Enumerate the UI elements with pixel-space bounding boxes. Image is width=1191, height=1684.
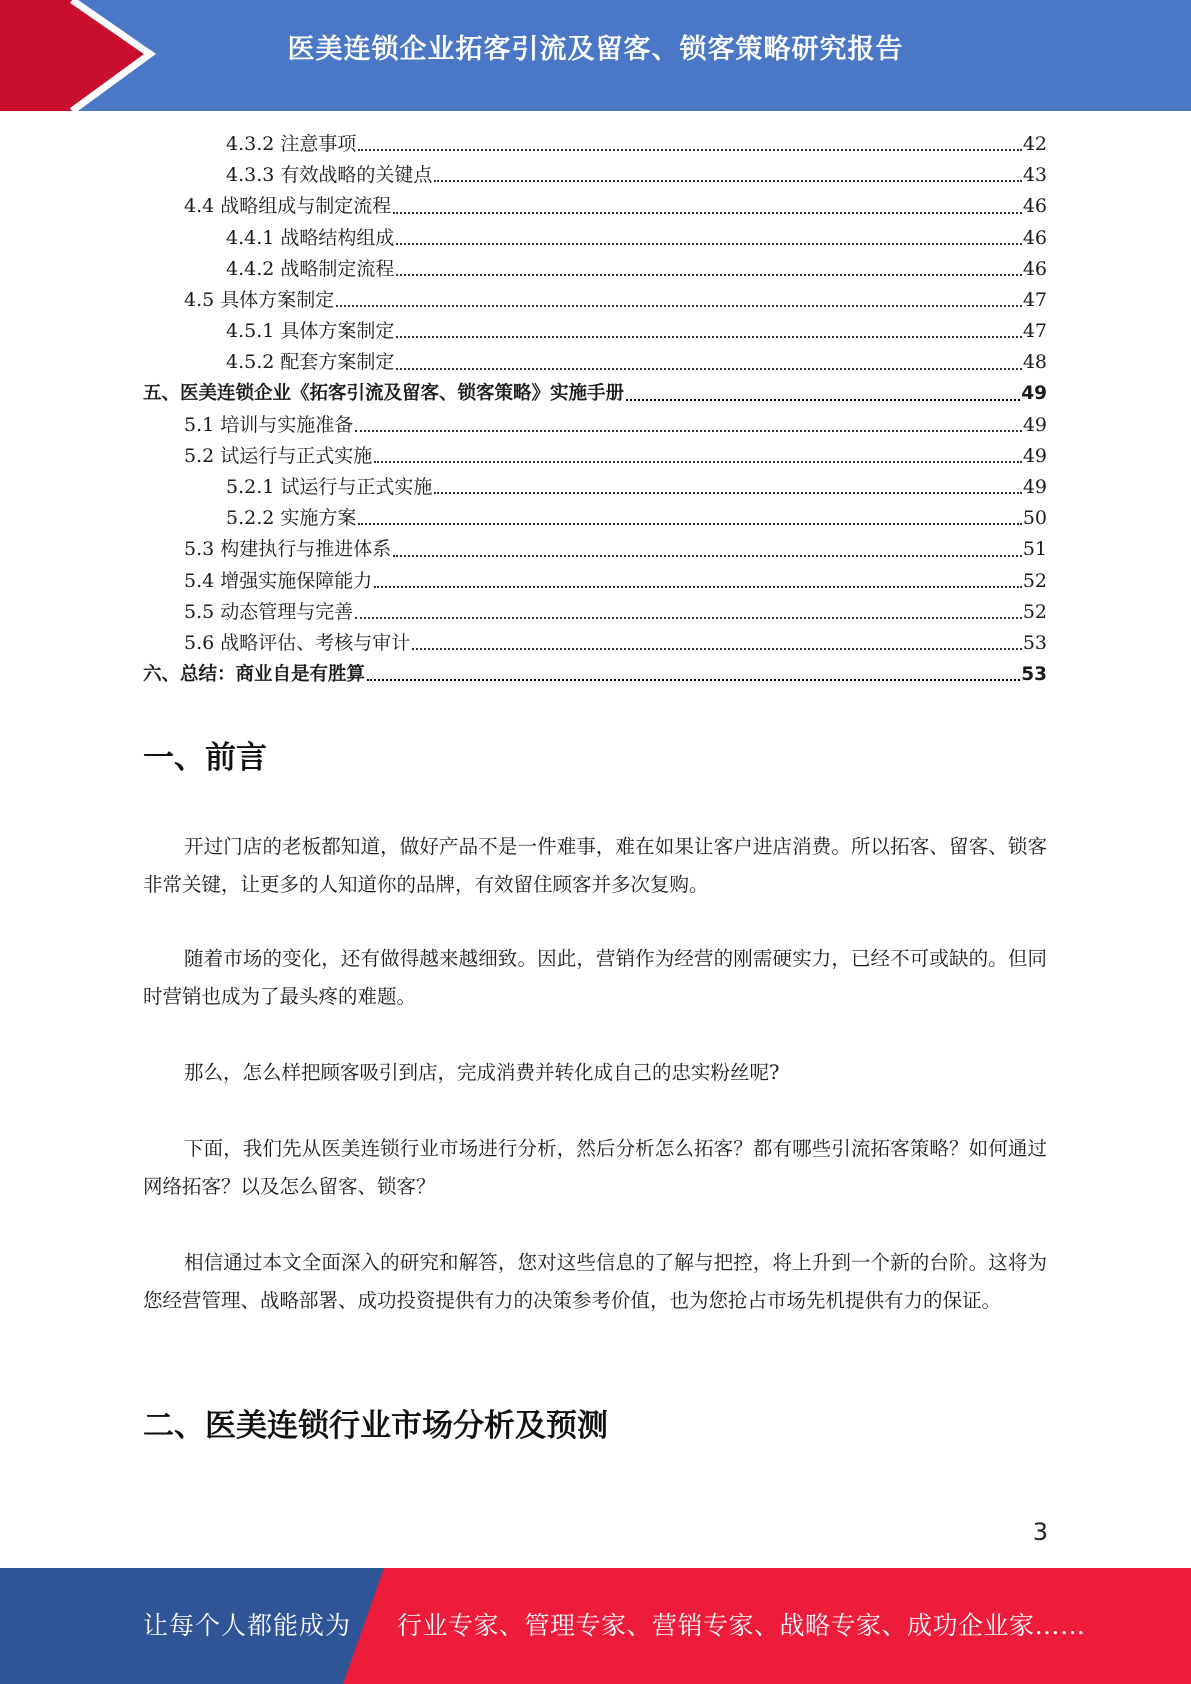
toc-entry-title: 4.3.2 注意事项	[226, 132, 357, 155]
toc-entry[interactable]	[143, 441, 1047, 472]
toc-dot-leader	[374, 586, 1022, 588]
toc-entry-page: 47	[1022, 320, 1047, 343]
toc-entry-title: 4.4 战略组成与制定流程	[184, 195, 392, 218]
toc-entry[interactable]	[143, 659, 1047, 690]
toc-entry-page: 49	[1021, 383, 1047, 405]
section-heading-preface: 一、前言	[143, 740, 267, 776]
toc-dot-leader	[358, 523, 1021, 525]
page-number: 3	[1032, 1518, 1048, 1546]
toc-entry[interactable]	[143, 597, 1047, 628]
toc-entry-title: 5.5 动态管理与完善	[184, 600, 354, 623]
toc-entry-title: 六、总结：商业自是有胜算	[143, 664, 366, 686]
table-of-contents	[143, 129, 1047, 690]
toc-entry-title: 4.5 具体方案制定	[184, 288, 335, 311]
header-arrow-decoration	[0, 0, 170, 111]
toc-entry[interactable]	[143, 534, 1047, 565]
toc-entry-page: 43	[1022, 164, 1047, 187]
header-title: 医美连锁企业拓客引流及留客、锁客策略研究报告	[287, 34, 904, 65]
toc-entry-title: 五、医美连锁企业《拓客引流及留客、锁客策略》实施手册	[143, 383, 625, 405]
toc-dot-leader	[396, 336, 1021, 338]
toc-entry[interactable]	[143, 254, 1047, 285]
paragraph: 随着市场的变化，还有做得越来越细致。因此，营销作为经营的刚需硬实力，已经不可或缺的。但同时营销也成为了最头疼的难题。	[143, 947, 1047, 1008]
toc-entry[interactable]	[143, 566, 1047, 597]
toc-entry[interactable]	[143, 223, 1047, 254]
toc-entry-page: 51	[1022, 538, 1047, 561]
toc-entry-page: 47	[1022, 288, 1047, 311]
toc-entry-page: 53	[1022, 631, 1047, 654]
toc-dot-leader	[626, 399, 1020, 401]
page-header	[0, 0, 1191, 111]
section-heading-market-analysis: 二、医美连锁行业市场分析及预测	[143, 1408, 608, 1444]
toc-entry-page: 49	[1022, 476, 1047, 499]
toc-dot-leader	[434, 180, 1021, 182]
toc-entry-title: 5.3 构建执行与推进体系	[184, 538, 392, 561]
toc-entry-page: 48	[1022, 351, 1047, 374]
toc-dot-leader	[393, 555, 1022, 557]
toc-entry-title: 4.5.2 配套方案制定	[226, 351, 395, 374]
footer-slogan-left: 让每个人都能成为	[143, 1611, 352, 1640]
page-footer	[0, 1568, 1191, 1684]
toc-entry-title: 4.4.1 战略结构组成	[226, 226, 395, 249]
toc-dot-leader	[396, 243, 1021, 245]
toc-entry[interactable]	[143, 316, 1047, 347]
toc-entry[interactable]	[143, 410, 1047, 441]
toc-entry-page: 53	[1021, 664, 1047, 686]
toc-entry[interactable]	[143, 129, 1047, 160]
paragraph: 下面，我们先从医美连锁行业市场进行分析，然后分析怎么拓客？都有哪些引流拓客策略？如何通过网络拓客？以及怎么留客、锁客？	[143, 1137, 1047, 1198]
toc-entry-page: 49	[1022, 444, 1047, 467]
toc-entry-title: 4.3.3 有效战略的关键点	[226, 164, 433, 187]
toc-dot-leader	[336, 305, 1022, 307]
toc-entry-title: 5.2.2 实施方案	[226, 507, 357, 530]
toc-entry-page: 49	[1022, 413, 1047, 436]
paragraph: 开过门店的老板都知道，做好产品不是一件难事，难在如果让客户进店消费。所以拓客、留客、锁客非常关键，让更多的人知道你的品牌，有效留住顾客并多次复购。	[143, 835, 1047, 896]
toc-entry[interactable]	[143, 285, 1047, 316]
toc-entry[interactable]	[143, 628, 1047, 659]
toc-entry-title: 4.4.2 战略制定流程	[226, 257, 395, 280]
toc-entry-title: 5.1 培训与实施准备	[184, 413, 354, 436]
toc-dot-leader	[355, 430, 1022, 432]
toc-entry-title: 5.6 战略评估、考核与审计	[184, 631, 411, 654]
footer-slogan-right: 行业专家、管理专家、营销专家、战略专家、成功企业家……	[397, 1611, 1086, 1640]
toc-dot-leader	[412, 648, 1022, 650]
toc-entry[interactable]	[143, 191, 1047, 222]
toc-entry-page: 50	[1022, 507, 1047, 530]
paragraph: 那么，怎么样把顾客吸引到店，完成消费并转化成自己的忠实粉丝呢?	[184, 1061, 780, 1084]
toc-entry[interactable]	[143, 503, 1047, 534]
toc-entry[interactable]	[143, 160, 1047, 191]
toc-entry-page: 42	[1022, 132, 1047, 155]
toc-entry-title: 4.5.1 具体方案制定	[226, 320, 395, 343]
toc-entry-page: 46	[1022, 257, 1047, 280]
toc-entry-title: 5.2 试运行与正式实施	[184, 444, 373, 467]
toc-dot-leader	[434, 492, 1021, 494]
toc-entry-page: 46	[1022, 226, 1047, 249]
toc-entry-page: 52	[1022, 569, 1047, 592]
toc-dot-leader	[396, 274, 1021, 276]
toc-dot-leader	[374, 461, 1022, 463]
toc-dot-leader	[393, 212, 1022, 214]
paragraph: 相信通过本文全面深入的研究和解答，您对这些信息的了解与把控，将上升到一个新的台阶。这将为您经营管理、战略部署、成功投资提供有力的决策参考价值，也为您抢占市场先机提供有力的保证。	[143, 1251, 1047, 1312]
toc-entry-page: 46	[1022, 195, 1047, 218]
toc-entry-title: 5.2.1 试运行与正式实施	[226, 476, 433, 499]
toc-entry[interactable]	[143, 379, 1047, 410]
toc-dot-leader	[355, 617, 1022, 619]
toc-entry[interactable]	[143, 347, 1047, 378]
toc-entry-page: 52	[1022, 600, 1047, 623]
toc-dot-leader	[367, 679, 1020, 681]
toc-entry-title: 5.4 增强实施保障能力	[184, 569, 373, 592]
toc-dot-leader	[358, 149, 1021, 151]
toc-dot-leader	[396, 368, 1021, 370]
toc-entry[interactable]	[143, 472, 1047, 503]
